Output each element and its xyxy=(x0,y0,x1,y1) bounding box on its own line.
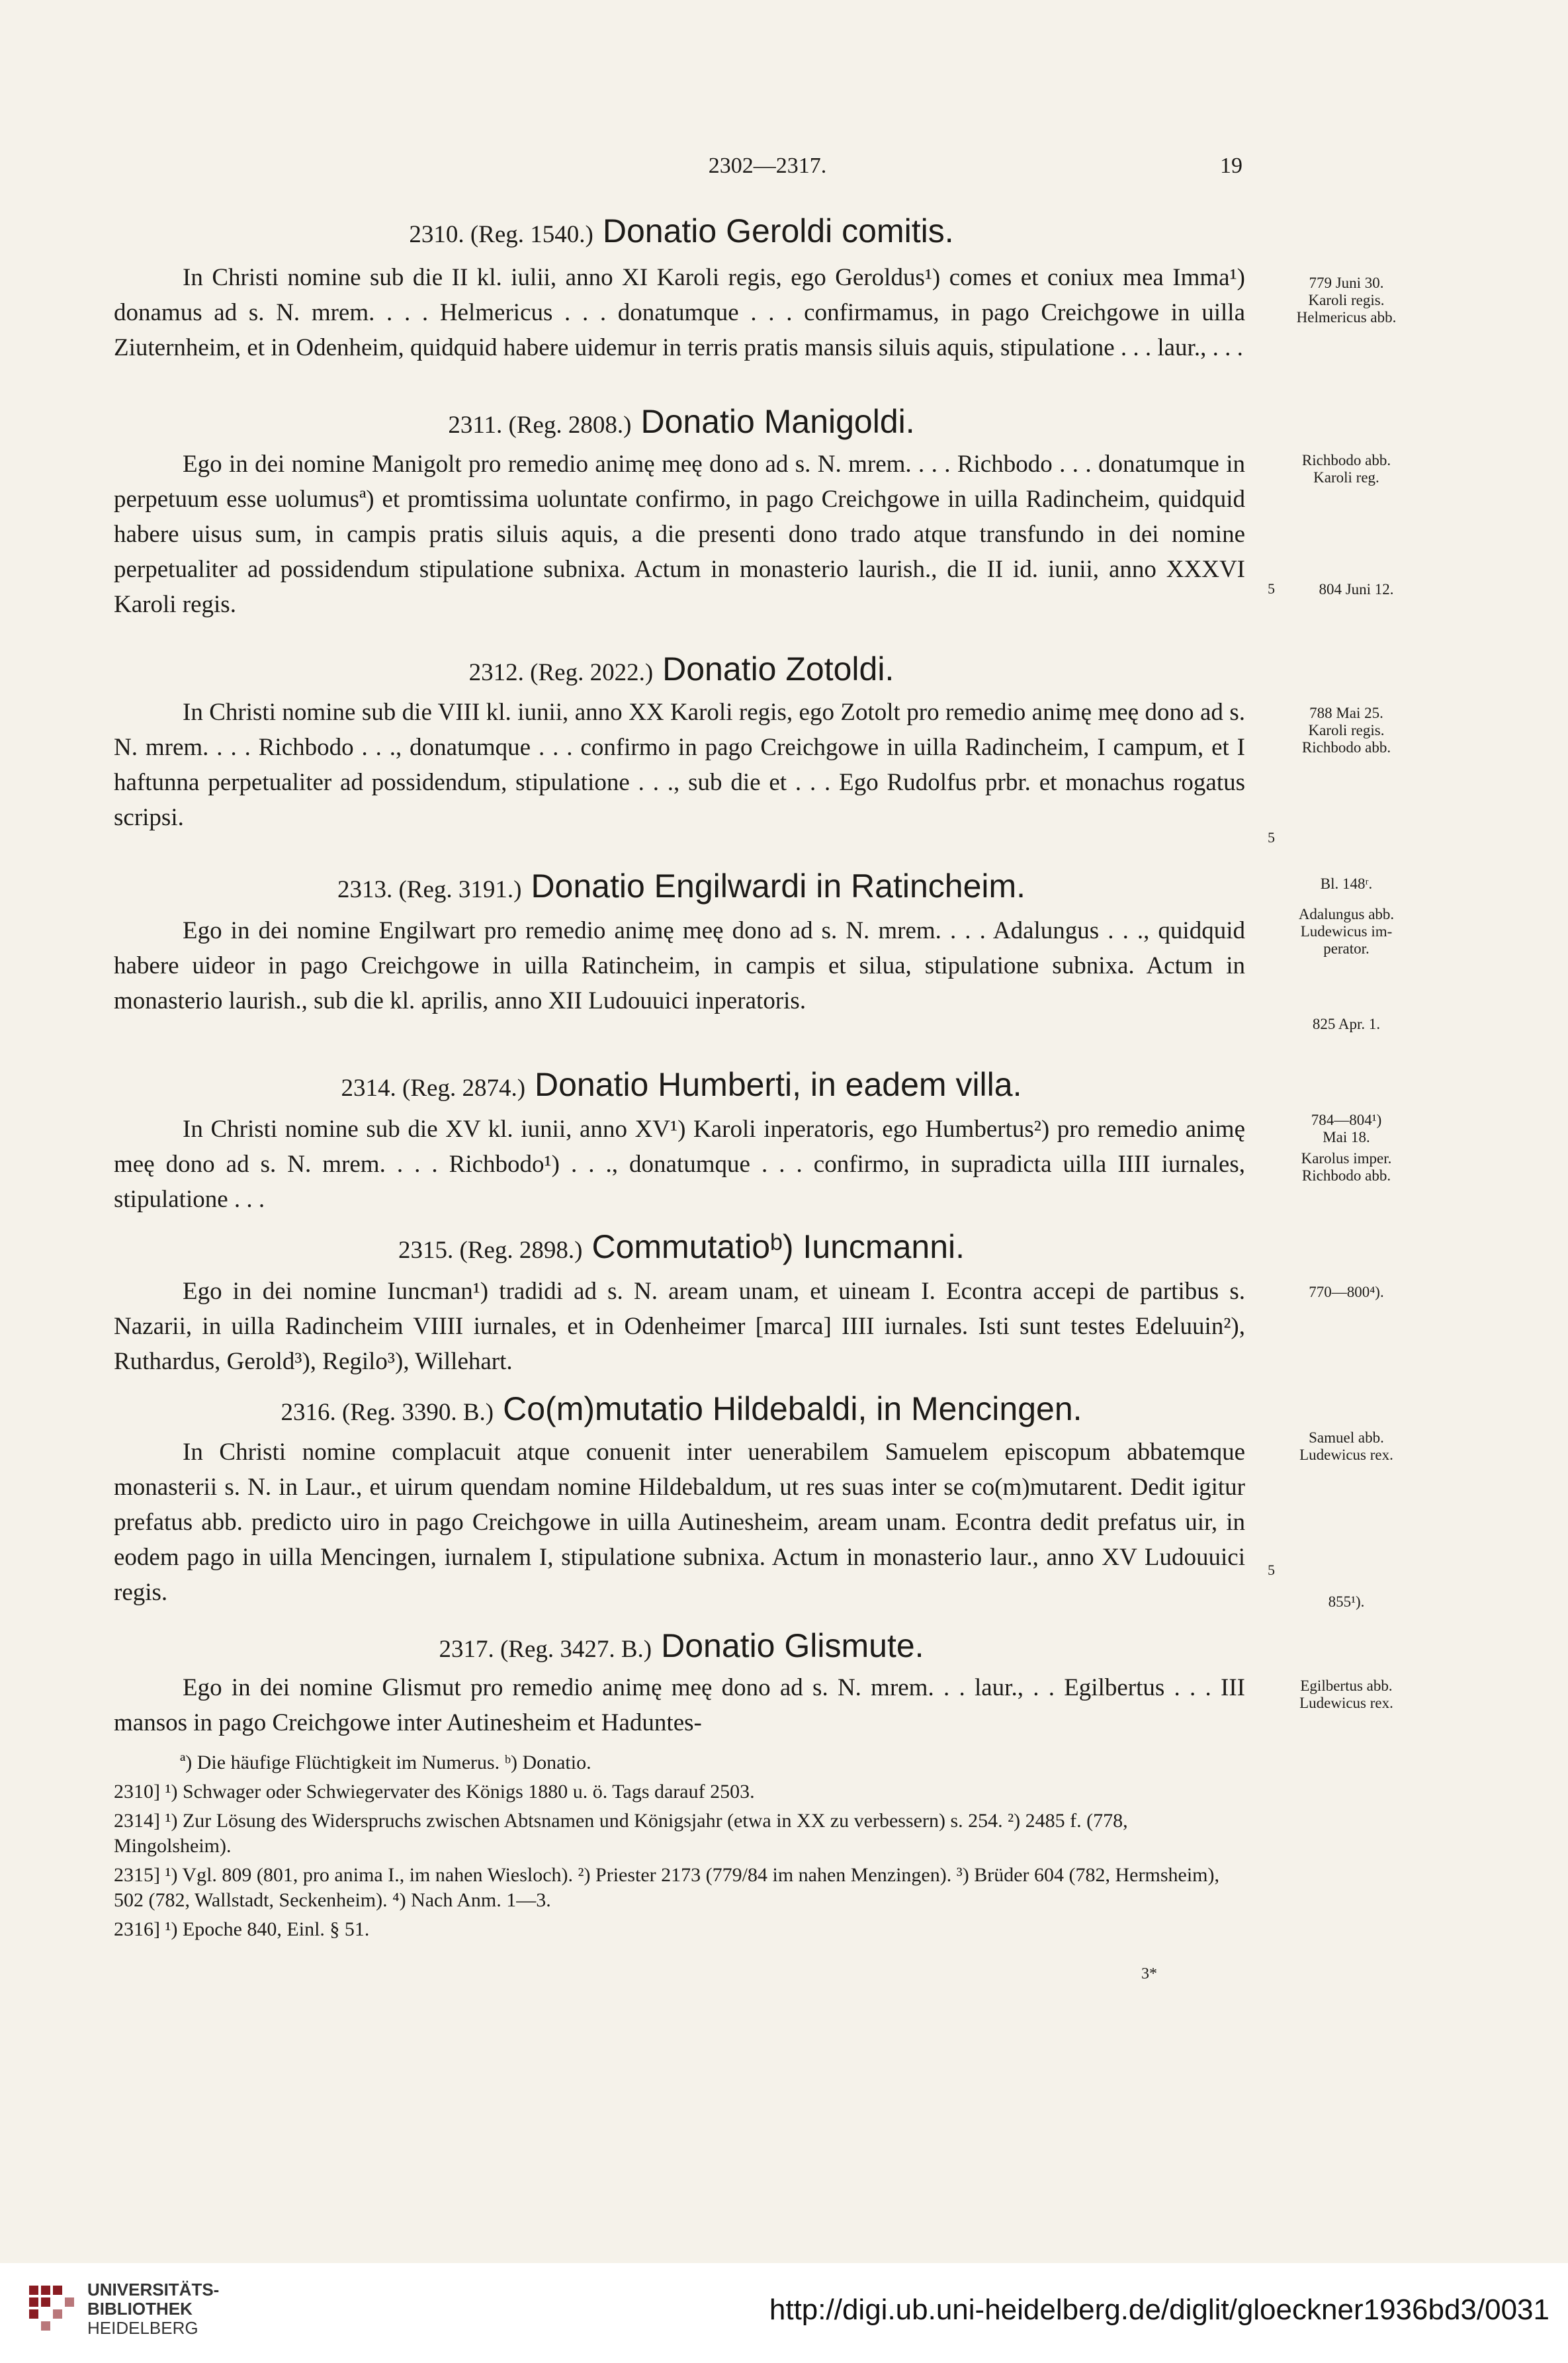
margin-note-2314: 784—804¹) Mai 18. Karolus imper. Richbodo abb. xyxy=(1301,1112,1392,1184)
sheet-signature: 3* xyxy=(1141,1965,1157,1983)
footnote-2316: 2316] ¹) Epoche 840, Einl. § 51. xyxy=(114,1918,370,1940)
charter-text-2311: Ego in dei nomine Manigolt pro remedio animę meę dono ad s. N. mrem. . . . Richbodo . . . donatumque in perpetuum esse uolumusª) et promtissima uoluntate confirmo, in pago Creichgowe in uilla Radincheim, quidquid habere uisus sum, in campis pratis siluis aquis, a die presenti dono trado atque transfundo in dei nomine perpetualiter ad possidendum stipulatione subnixa. Actum in monasterio laurish., die II id. iunii, anno XXXVI Karoli regis. xyxy=(114,451,1245,618)
charter-text-2314: In Christi nomine sub die XV kl. iunii, anno XV¹) Karoli inperatoris, ego Humbertus²) pro remedio animę meę dono ad s. N. mrem. . . . Richbodo¹) . . ., donatumque . . . confirmo, in supradicta uilla IIII iurnales, stipulatione . . . xyxy=(114,1116,1245,1213)
charter-text-2310: In Christi nomine sub die II kl. iulii, anno XI Karoli regis, ego Geroldus¹) comes et coniux mea Imma¹) donamus ad s. N. mrem. . . . Helmericus . . . donatumque . . . confirmamus, in pago Creichgowe in uilla Ziuternheim, et in Odenheim, quidquid habere uidemur in terris pratis mansis siluis aquis, stipulatione . . . laur., . . . xyxy=(114,264,1245,361)
line-number-mark: 5 xyxy=(1268,580,1275,597)
footnote-2315: 2315] ¹) Vgl. 809 (801, pro anima I., im nahen Wiesloch). ²) Priester 2173 (779/84 im nahen Menzingen). ³) Brüder 604 (782, Hermsheim), 502 (782, Wallstadt, Seckenheim). ⁴) Nach Anm. 1—3. xyxy=(114,1864,1219,1911)
footnote-apparatus: ª) Die häufige Flüchtigkeit im Numerus. ᵇ) Donatio. xyxy=(180,1752,591,1773)
margin-date-2316: 855¹). xyxy=(1328,1593,1365,1610)
margin-note-2311: Richbodo abb. Karoli reg. xyxy=(1301,452,1391,486)
charter-heading-2311: 2311. (Reg. 2808.) Donatio Manigoldi. xyxy=(448,403,915,440)
charter-heading-2312: 2312. (Reg. 2022.) Donatio Zotoldi. xyxy=(468,650,894,688)
margin-note-2312: 788 Mai 25. Karoli regis. Richbodo abb. xyxy=(1301,705,1391,756)
running-head xyxy=(0,154,1568,187)
margin-note-2317: Egilbertus abb. Ludewicus rex. xyxy=(1299,1677,1393,1711)
charter-text-2316: In Christi nomine complacuit atque conuenit inter uenerabilem Samuelem episcopum abbatemque monasterii s. N. in Laur., et uirum quendam nomine Hildebaldum, ut res suas inter se co(m)mutarent. Dedit igitur prefatus abb. predicto uiro in pago Creichgowe in uilla Autinesheim, aream unam. Econtra dedit prefatus uir, in eodem pago in uilla Mencingen, iurnalem I, stipulatione subnixa. Actum in monasterio laur., anno XV Ludouuici regis. xyxy=(114,1439,1245,1606)
charter-heading-2315: 2315. (Reg. 2898.) Commutatioᵇ) Iuncmanni. xyxy=(398,1228,965,1265)
charter-text-2315: Ego in dei nomine Iuncman¹) tradidi ad s. N. aream unam, et uineam I. Econtra accepi de partibus s. Nazarii, in uilla Radincheim VIIII iurnales, et in Odenheimer [marca] IIII iurnales. Isti sunt testes Edeluuin²), Ruthardus, Gerold³), Regilo³), Willehart. xyxy=(114,1278,1245,1375)
charter-heading-2313: 2313. (Reg. 3191.) Donatio Engilwardi in Ratincheim. xyxy=(337,868,1026,905)
line-number-mark: 5 xyxy=(1268,829,1275,846)
charter-heading-2316: 2316. (Reg. 3390. B.) Co(m)mutatio Hildebaldi, in Mencingen. xyxy=(281,1390,1082,1427)
charter-text-2317: Ego in dei nomine Glismut pro remedio animę meę dono ad s. N. mrem. . . laur., . . Egilbertus . . . III mansos in pago Creichgowe inter Autinesheim et Haduntes- xyxy=(114,1674,1245,1736)
footnote-2314: 2314] ¹) Zur Lösung des Widerspruchs zwischen Abtsnamen und Königsjahr (etwa in XX zu verbessern) s. 254. ²) 2485 f. (778, Mingolsheim). xyxy=(114,1810,1128,1857)
margin-date-2313: 825 Apr. 1. xyxy=(1312,1016,1381,1032)
margin-note-2315: 770—800⁴). xyxy=(1309,1284,1384,1300)
running-head-title: 2302—2317. xyxy=(708,154,827,178)
page-number: 19 xyxy=(1220,154,1242,178)
footnotes xyxy=(114,1750,1245,1946)
margin-note-2310: 779 Juni 30. Karoli regis. Helmericus abb. xyxy=(1296,275,1397,326)
charter-heading-2314: 2314. (Reg. 2874.) Donatio Humberti, in eadem villa. xyxy=(341,1066,1022,1103)
margin-date-2311: 804 Juni 12. xyxy=(1319,581,1394,598)
charter-text-2313: Ego in dei nomine Engilwart pro remedio animę meę dono ad s. N. mrem. . . . Adalungus . . ., quidquid habere uideor in pago Creichgowe in uilla Ratincheim, in campis et silua, stipulatione subnixa. Actum in monasterio laurish., sub die kl. aprilis, anno XII Ludouuici inperatoris. xyxy=(114,917,1245,1014)
permalink-url[interactable]: http://digi.ub.uni-heidelberg.de/diglit/gloeckner1936bd3/0031 xyxy=(769,2294,1549,2326)
charter-heading-2317: 2317. (Reg. 3427. B.) Donatio Glismute. xyxy=(439,1627,924,1664)
footnote-2310: 2310] ¹) Schwager oder Schwiegervater des Königs 1880 u. ö. Tags darauf 2503. xyxy=(114,1781,755,1803)
charter-text-2312: In Christi nomine sub die VIII kl. iunii, anno XX Karoli regis, ego Zotolt pro remedio animę meę dono ad s. N. mrem. . . . Richbodo . . ., donatumque . . . confirmo in pago Creichgowe in uilla Radincheim, I campum, et I haftunna perpetualiter ad possidendum, stipulatione . . ., sub die et . . . Ego Rudolfus prbr. et monachus rogatus scripsi. xyxy=(114,699,1245,831)
charter-heading-2310: 2310. (Reg. 1540.) Donatio Geroldi comitis. xyxy=(409,212,954,249)
university-library-logo-icon xyxy=(26,2283,78,2335)
margin-note-2316: Samuel abb. Ludewicus rex. xyxy=(1299,1429,1393,1463)
line-number-mark: 5 xyxy=(1268,1562,1275,1578)
margin-note-2313: Bl. 148ʳ. Adalungus abb. Ludewicus im- perator. xyxy=(1298,875,1395,957)
library-name: UNIVERSITÄTS- BIBLIOTHEK HEIDELBERG xyxy=(87,2280,220,2338)
